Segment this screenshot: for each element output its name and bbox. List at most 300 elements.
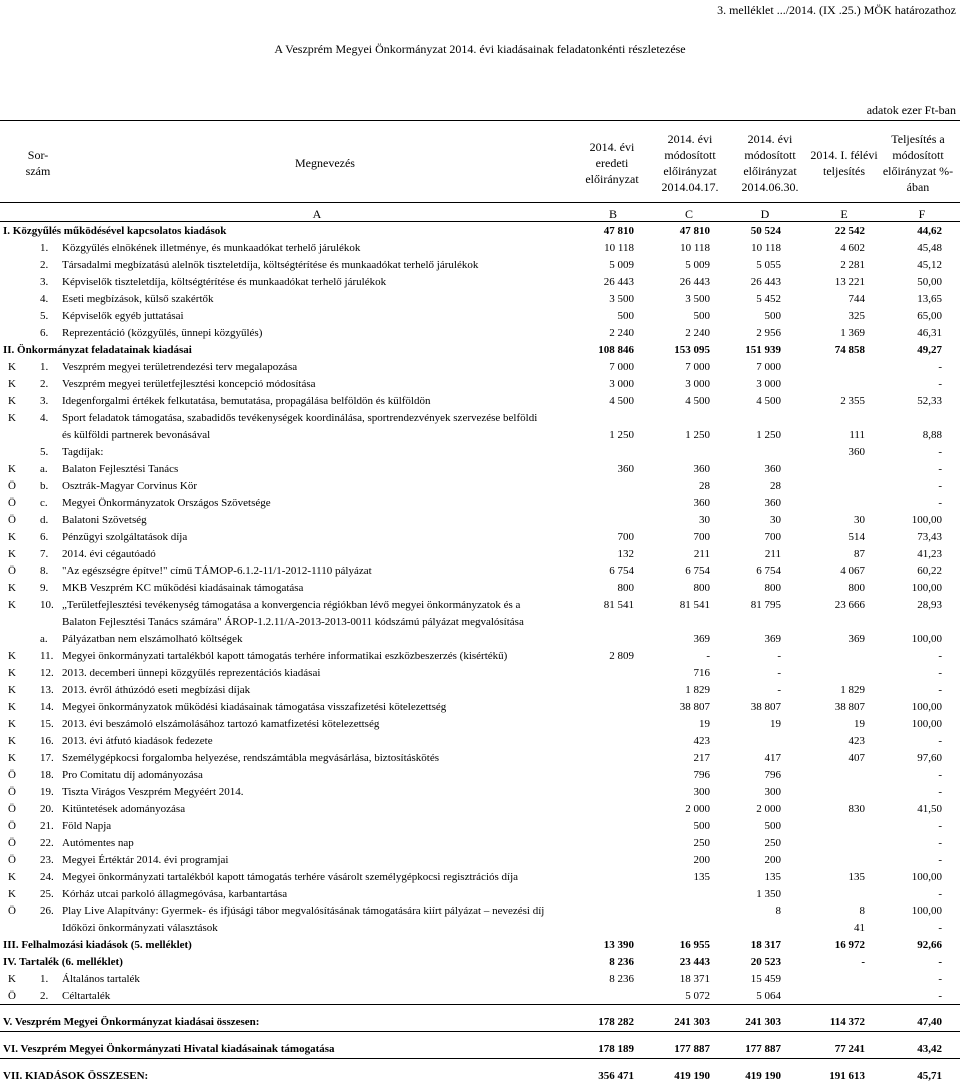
value-col-e: 74 858 (834, 344, 865, 356)
value-col-d: 50 524 (750, 225, 781, 237)
column-letter-c: C (684, 207, 694, 221)
row-description: Balaton Fejlesztési Tanács számára" ÁROP-1.2.11/A-2013-2013-0011 kódszámú pályázat megvalósítása (62, 616, 524, 628)
row-number: 21. (40, 820, 54, 832)
value-col-f: - (938, 973, 942, 985)
value-col-f: 65,00 (917, 310, 942, 322)
row-description: Megyei Önkormányzatok Országos Szövetsége (62, 497, 271, 509)
value-col-f: 100,00 (911, 871, 942, 883)
table-row (0, 545, 960, 562)
row-type: Ö (8, 820, 16, 832)
value-col-e: 4 067 (840, 565, 865, 577)
value-col-c: 6 754 (685, 565, 710, 577)
table-row (0, 375, 960, 392)
section-row (0, 222, 960, 239)
header-top-line (0, 120, 960, 121)
value-col-f: 45,12 (917, 259, 942, 271)
value-col-d: 81 795 (750, 599, 781, 611)
table-row (0, 885, 960, 902)
row-number: 11. (40, 650, 54, 662)
header-col-d: 2014. évi módosított előirányzat 2014.06.30. (741, 131, 799, 194)
row-description: Kórház utcai parkoló állagmegóvása, karbantartása (62, 888, 288, 900)
value-col-d: 211 (764, 548, 781, 560)
row-number: 4. (40, 293, 49, 305)
row-description: I. Közgyűlés működésével kapcsolatos kiadások (3, 225, 227, 237)
value-col-b: 108 846 (598, 344, 634, 356)
row-number: 12. (40, 667, 54, 679)
value-col-e: 135 (848, 871, 865, 883)
column-letter-b: B (608, 207, 618, 221)
value-col-f: 50,00 (917, 276, 942, 288)
row-description: Időközi önkormányzati választások (62, 922, 218, 934)
total-col-e: 77 241 (834, 1043, 865, 1055)
row-type: Ö (8, 497, 16, 509)
row-description: II. Önkormányzat feladatainak kiadásai (3, 344, 192, 356)
row-description: Balatoni Szövetség (62, 514, 147, 526)
value-col-f: - (938, 463, 942, 475)
value-col-e: 87 (854, 548, 865, 560)
value-col-f: 41,50 (917, 803, 942, 815)
table-row (0, 783, 960, 800)
value-col-f: 52,33 (917, 395, 942, 407)
row-number: 19. (40, 786, 54, 798)
value-col-f: - (938, 735, 942, 747)
header-col-b: 2014. évi eredeti előirányzat (585, 139, 639, 186)
value-col-d: 2 000 (756, 803, 781, 815)
value-col-c: 28 (699, 480, 710, 492)
row-number: 22. (40, 837, 54, 849)
value-col-f: 100,00 (911, 633, 942, 645)
table-row (0, 562, 960, 579)
value-col-c: 211 (693, 548, 710, 560)
total-col-c: 419 190 (674, 1070, 710, 1082)
value-col-d: 700 (764, 531, 781, 543)
row-type: K (8, 973, 16, 985)
table-row (0, 868, 960, 885)
row-number: 23. (40, 854, 54, 866)
value-col-c: 26 443 (679, 276, 710, 288)
value-col-c: 360 (693, 463, 710, 475)
value-col-e: 1 369 (840, 327, 865, 339)
section-row (0, 341, 960, 358)
value-col-c: 4 500 (685, 395, 710, 407)
value-col-f: - (938, 667, 942, 679)
row-type: Ö (8, 514, 16, 526)
header-bottom-line (0, 202, 960, 203)
row-description: és külföldi partnerek bevonásával (62, 429, 211, 441)
value-col-e: 2 355 (840, 395, 865, 407)
row-description: Tiszta Virágos Veszprém Megyéért 2014. (62, 786, 244, 798)
value-col-c: 30 (699, 514, 710, 526)
value-col-e: 19 (854, 718, 865, 730)
value-col-c: 19 (699, 718, 710, 730)
row-number: 2. (40, 990, 49, 1002)
row-description: Kitüntetések adományozása (62, 803, 186, 815)
row-type: Ö (8, 905, 16, 917)
value-col-b: 3 500 (609, 293, 634, 305)
value-col-b: 26 443 (603, 276, 634, 288)
value-col-f: - (938, 888, 942, 900)
value-col-f: 92,66 (917, 939, 942, 951)
value-col-f: 100,00 (911, 514, 942, 526)
value-col-b: 8 236 (609, 973, 634, 985)
value-col-d: 30 (770, 514, 781, 526)
value-col-f: - (938, 786, 942, 798)
value-col-d: 15 459 (750, 973, 781, 985)
row-number: 8. (40, 565, 49, 577)
row-number: b. (40, 480, 49, 492)
value-col-d: 7 000 (756, 361, 781, 373)
row-type: Ö (8, 769, 16, 781)
value-col-c: 153 095 (674, 344, 710, 356)
value-col-b: 360 (617, 463, 634, 475)
value-col-d: 800 (764, 582, 781, 594)
row-description: Megyei Értéktár 2014. évi programjai (62, 854, 229, 866)
total-description: VI. Veszprém Megyei Önkormányzati Hivatal kiadásainak támogatása (3, 1043, 335, 1055)
table-row (0, 494, 960, 511)
table-row (0, 528, 960, 545)
total-row (0, 1058, 960, 1085)
table-row (0, 596, 960, 613)
value-col-f: 46,31 (917, 327, 942, 339)
value-col-c: 500 (693, 820, 710, 832)
value-col-e: 2 281 (840, 259, 865, 271)
value-col-e: 41 (854, 922, 865, 934)
value-col-b: 2 809 (609, 650, 634, 662)
total-col-c: 177 887 (674, 1043, 710, 1055)
data-table (0, 222, 960, 1085)
value-col-d: 360 (764, 497, 781, 509)
value-col-d: 5 452 (756, 293, 781, 305)
table-row (0, 392, 960, 409)
row-number: 2. (40, 378, 49, 390)
row-type: K (8, 599, 16, 611)
total-col-f: 47,40 (917, 1016, 942, 1028)
value-col-f: - (938, 684, 942, 696)
value-col-c: 700 (693, 531, 710, 543)
value-col-f: 100,00 (911, 718, 942, 730)
value-col-c: 7 000 (685, 361, 710, 373)
table-row (0, 630, 960, 647)
row-description: Képviselők tiszteletdíja, költségtérítése és munkaadókat terhelő járulékok (62, 276, 387, 288)
value-col-f: 13,65 (917, 293, 942, 305)
row-description: IV. Tartalék (6. melléklet) (3, 956, 123, 968)
value-col-d: 18 317 (750, 939, 781, 951)
value-col-f: - (938, 922, 942, 934)
table-row (0, 443, 960, 460)
row-type: K (8, 701, 16, 713)
value-col-c: 10 118 (680, 242, 710, 254)
value-col-d: 250 (764, 837, 781, 849)
value-col-d: 4 500 (756, 395, 781, 407)
value-col-b: 47 810 (603, 225, 634, 237)
table-row (0, 477, 960, 494)
table-row (0, 290, 960, 307)
value-col-f: 73,43 (917, 531, 942, 543)
row-description: Föld Napja (62, 820, 112, 832)
row-description: Személygépkocsi forgalomba helyezése, rendszámtábla megvásárlása, biztosításkötés (62, 752, 440, 764)
row-type: K (8, 667, 16, 679)
header-col-c: 2014. évi módosított előirányzat 2014.04.17. (661, 131, 719, 194)
header-col-e: 2014. I. félévi teljesítés (810, 147, 878, 178)
row-description: Balaton Fejlesztési Tanács (62, 463, 179, 475)
table-row (0, 460, 960, 477)
value-col-e: 38 807 (834, 701, 865, 713)
row-type: K (8, 752, 16, 764)
row-type: Ö (8, 480, 16, 492)
value-col-f: 41,23 (917, 548, 942, 560)
total-col-b: 356 471 (598, 1070, 634, 1082)
value-col-c: 423 (693, 735, 710, 747)
row-description: Társadalmi megbízatású alelnök tiszteletdíja, költségtérítése és munkaadókat terhelő járulékok (62, 259, 479, 271)
value-col-d: 19 (770, 718, 781, 730)
column-letter-e: E (840, 207, 848, 221)
value-col-e: 30 (854, 514, 865, 526)
value-col-d: 151 939 (745, 344, 781, 356)
value-col-d: 5 064 (756, 990, 781, 1002)
value-col-d: 1 250 (756, 429, 781, 441)
row-number: d. (40, 514, 49, 526)
value-col-c: 3 000 (685, 378, 710, 390)
value-col-d: 6 754 (756, 565, 781, 577)
row-description: Közgyűlés elnökének illetménye, és munkaadókat terhelő járulékok (62, 242, 361, 254)
value-col-c: 369 (693, 633, 710, 645)
row-description: "Az egészségre építve!" című TÁMOP-6.1.2-11/1-2012-1110 pályázat (62, 565, 372, 577)
table-row (0, 239, 960, 256)
value-col-b: 500 (617, 310, 634, 322)
value-col-e: 8 (859, 905, 865, 917)
row-number: 6. (40, 327, 49, 339)
table-row (0, 851, 960, 868)
value-col-f: - (938, 990, 942, 1002)
value-col-c: 300 (693, 786, 710, 798)
column-letter-f: F (918, 207, 926, 221)
value-col-d: 3 000 (756, 378, 781, 390)
row-number: 1. (40, 361, 49, 373)
table-row (0, 307, 960, 324)
row-number: 3. (40, 395, 49, 407)
table-row (0, 698, 960, 715)
value-col-c: 2 240 (685, 327, 710, 339)
value-col-f: 60,22 (917, 565, 942, 577)
value-col-c: 2 000 (685, 803, 710, 815)
value-col-d: 26 443 (750, 276, 781, 288)
total-col-d: 419 190 (745, 1070, 781, 1082)
row-number: 16. (40, 735, 54, 747)
total-col-e: 114 372 (829, 1016, 865, 1028)
value-col-e: 830 (848, 803, 865, 815)
table-row (0, 800, 960, 817)
row-description: Tagdíjak: (62, 446, 104, 458)
value-col-b: 10 118 (604, 242, 634, 254)
value-col-e: 325 (848, 310, 865, 322)
row-number: 6. (40, 531, 49, 543)
value-col-b: 4 500 (609, 395, 634, 407)
row-type: K (8, 735, 16, 747)
value-col-e: 360 (848, 446, 865, 458)
table-row (0, 409, 960, 426)
row-number: 13. (40, 684, 54, 696)
value-col-f: 45,48 (917, 242, 942, 254)
table-row (0, 511, 960, 528)
row-description: MKB Veszprém KC működési kiadásainak támogatása (62, 582, 304, 594)
total-col-c: 241 303 (674, 1016, 710, 1028)
row-type: K (8, 718, 16, 730)
value-col-c: 18 371 (679, 973, 710, 985)
value-col-b: 1 250 (609, 429, 634, 441)
table-row (0, 324, 960, 341)
table-row (0, 681, 960, 698)
table-row (0, 834, 960, 851)
value-col-e: 407 (848, 752, 865, 764)
value-col-b: 132 (617, 548, 634, 560)
row-type: K (8, 888, 16, 900)
value-col-e: 744 (848, 293, 865, 305)
value-col-d: 360 (764, 463, 781, 475)
value-col-f: 97,60 (917, 752, 942, 764)
value-col-e: 1 829 (840, 684, 865, 696)
value-col-d: 417 (764, 752, 781, 764)
table-row (0, 664, 960, 681)
table-row (0, 766, 960, 783)
total-row (0, 1031, 960, 1058)
row-number: 9. (40, 582, 49, 594)
value-col-d: 2 956 (756, 327, 781, 339)
row-number: 14. (40, 701, 54, 713)
row-number: 1. (40, 973, 49, 985)
value-col-d: 500 (764, 820, 781, 832)
header-sorszam: Sor- szám (25, 147, 51, 178)
row-number: 5. (40, 310, 49, 322)
value-col-f: 100,00 (911, 701, 942, 713)
value-col-f: 44,62 (917, 225, 942, 237)
table-row (0, 715, 960, 732)
table-row (0, 732, 960, 749)
header-megnevezes: Megnevezés (295, 155, 355, 170)
value-col-b: 700 (617, 531, 634, 543)
table-row (0, 273, 960, 290)
value-col-c: 500 (693, 310, 710, 322)
value-col-c: 800 (693, 582, 710, 594)
value-col-f: - (938, 446, 942, 458)
value-col-e: 22 542 (834, 225, 865, 237)
value-col-d: - (777, 650, 781, 662)
value-col-e: 4 602 (840, 242, 865, 254)
value-col-f: 49,27 (917, 344, 942, 356)
row-description: 2013. decemberi ünnepi közgyűlés reprezentációs kiadásai (62, 667, 321, 679)
value-col-c: - (706, 650, 710, 662)
row-number: a. (40, 463, 48, 475)
value-col-d: 28 (770, 480, 781, 492)
value-col-f: - (938, 956, 942, 968)
table-row (0, 426, 960, 443)
row-description: Reprezentáció (közgyűlés, ünnepi közgyűlés) (62, 327, 263, 339)
row-number: 18. (40, 769, 54, 781)
value-col-f: 28,93 (917, 599, 942, 611)
row-number: 26. (40, 905, 54, 917)
value-col-c: 16 955 (679, 939, 710, 951)
row-type: K (8, 395, 16, 407)
value-col-d: - (777, 667, 781, 679)
value-col-f: - (938, 480, 942, 492)
value-col-e: - (861, 956, 865, 968)
table-row (0, 970, 960, 987)
column-letter-a: A (312, 207, 322, 221)
value-col-e: 423 (848, 735, 865, 747)
row-description: Idegenforgalmi értékek felkutatása, bemutatása, propagálása belföldön és külföldön (62, 395, 431, 407)
table-row (0, 902, 960, 919)
row-number: 5. (40, 446, 49, 458)
value-col-f: - (938, 820, 942, 832)
row-type: K (8, 378, 16, 390)
row-description: 2014. évi cégautóadó (62, 548, 156, 560)
row-description: III. Felhalmozási kiadások (5. melléklet) (3, 939, 192, 951)
total-row (0, 1004, 960, 1031)
row-number: 2. (40, 259, 49, 271)
total-description: V. Veszprém Megyei Önkormányzat kiadásai összesen: (3, 1016, 260, 1028)
row-number: 3. (40, 276, 49, 288)
value-col-f: 100,00 (911, 905, 942, 917)
column-letter-d: D (760, 207, 770, 221)
value-col-b: 7 000 (609, 361, 634, 373)
total-col-f: 45,71 (917, 1070, 942, 1082)
value-col-f: - (938, 837, 942, 849)
row-type: K (8, 361, 16, 373)
value-col-e: 369 (848, 633, 865, 645)
value-col-f: - (938, 650, 942, 662)
row-type: Ö (8, 990, 16, 1002)
total-col-e: 191 613 (829, 1070, 865, 1082)
value-col-b: 8 236 (609, 956, 634, 968)
total-col-f: 43,42 (917, 1043, 942, 1055)
value-col-e: 13 221 (834, 276, 865, 288)
value-col-e: 514 (848, 531, 865, 543)
value-col-e: 111 (849, 429, 865, 441)
value-col-d: 5 055 (756, 259, 781, 271)
value-col-f: - (938, 361, 942, 373)
page-title: A Veszprém Megyei Önkormányzat 2014. évi kiadásainak feladatonkénti részletezése (274, 42, 686, 56)
value-col-d: 300 (764, 786, 781, 798)
row-number: 1. (40, 242, 49, 254)
row-type: K (8, 650, 16, 662)
value-col-c: 200 (693, 854, 710, 866)
table-row (0, 919, 960, 936)
value-col-b: 6 754 (609, 565, 634, 577)
value-col-d: 500 (764, 310, 781, 322)
value-col-d: 796 (764, 769, 781, 781)
row-type: K (8, 548, 16, 560)
row-number: 25. (40, 888, 54, 900)
row-type: Ö (8, 854, 16, 866)
total-col-d: 241 303 (745, 1016, 781, 1028)
total-col-b: 178 189 (598, 1043, 634, 1055)
value-col-c: 5 072 (685, 990, 710, 1002)
value-col-d: 135 (764, 871, 781, 883)
table-row (0, 613, 960, 630)
column-letters (0, 207, 960, 221)
value-col-d: 20 523 (750, 956, 781, 968)
value-col-e: 800 (848, 582, 865, 594)
row-number: c. (40, 497, 48, 509)
row-type: Ö (8, 803, 16, 815)
section-row (0, 936, 960, 953)
annex-reference: 3. melléklet .../2014. (IX .25.) MÖK határozathoz (717, 3, 956, 17)
value-col-d: 38 807 (750, 701, 781, 713)
value-col-c: 47 810 (679, 225, 710, 237)
table-row (0, 817, 960, 834)
value-col-c: 3 500 (685, 293, 710, 305)
value-col-f: 8,88 (922, 429, 942, 441)
row-number: a. (40, 633, 48, 645)
